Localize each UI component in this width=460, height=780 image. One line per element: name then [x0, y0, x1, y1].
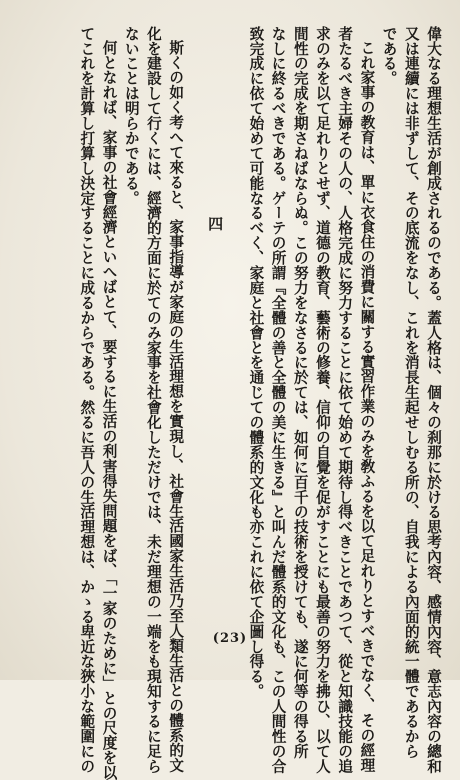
spacer: [186, 26, 200, 616]
text-column: 偉大なる理想生活が創成されるのである。蓋人格は、個々の刹那に於ける思考內容、感情內容、意志內容の總和: [425, 26, 442, 774]
section-heading: 四: [206, 216, 225, 232]
text-column: ないことは明らかである。: [122, 26, 140, 206]
text-column: 間性の完成を期さねばならぬ。この努力をなさるに於ては、如何に百千の技術を授けても、遂に何等の得る所: [291, 26, 309, 759]
text-column: 致完成に依て始めて可能なるべく、家庭と社會とを通じての體系的文化も亦これに依て企圖し得る。: [247, 26, 265, 699]
text-column: 何となれば、家事の社會經濟といへばとて、要するに生活の利害得失問題をば、「一家のために」との尺度を以: [100, 40, 118, 780]
text-column: 又は連續には非ずして、その底流をなし、これを消長生起せしむる所の、自我による內面的統一體であるから: [402, 26, 420, 759]
text-column: 求のみを以て足れりとせず、道德の教育、藝術の修養、信仰の自覺を促がすことにも最善の努力を拂ひ、以て人: [313, 26, 331, 774]
text-column: てこれを計算し打算し決定することに成るからである。然るに吾人の生活理想は、かゝる卑近な狹小な範圍にの: [78, 26, 96, 774]
text-column: 斯くの如く考へて來ると、家事指導が家庭の生活理想を實現し、社會生活國家生活乃至人類生活との體系的文: [167, 40, 185, 773]
text-column: である。: [380, 26, 398, 86]
text-column: 化を建設して行くには、經濟的方面に於てのみ家事を社會化しただけでは、未だ理想の一端をも現知するに足ら: [144, 26, 162, 774]
page-number: (23): [212, 631, 248, 646]
spacer: [230, 26, 244, 616]
text-column: これ家事の教育は、單に衣食住の消費に關する實習作業のみを敎ふるを以て足れりとすべきでなく、その經理: [358, 40, 376, 773]
text-column: 者たるべき主婦その人の、人格完成に努力することに依て始めて期待し得べきことであつて、從と知識技能の追: [336, 26, 354, 774]
text-column: なしに終るべきである。ゲーテの所謂『全體の善と全體の美に生きる』と叫んだ體系的文化も、この人間性の合: [269, 26, 287, 774]
